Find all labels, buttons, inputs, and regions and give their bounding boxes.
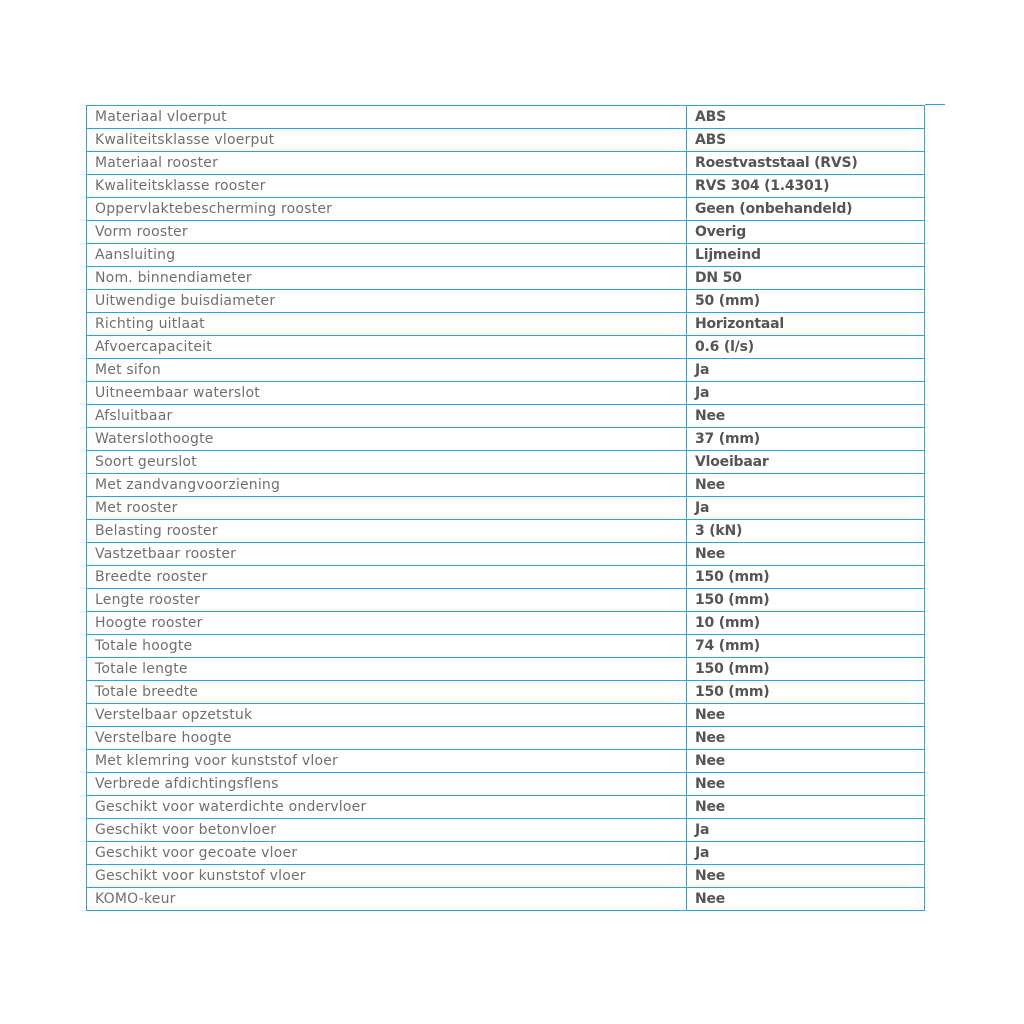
spec-label: Verstelbare hoogte	[87, 727, 687, 750]
spec-label: Kwaliteitsklasse rooster	[87, 175, 687, 198]
table-row	[87, 704, 925, 727]
table-row	[87, 497, 925, 520]
spec-label: Hoogte rooster	[87, 612, 687, 635]
spec-label: Materiaal vloerput	[87, 106, 687, 129]
spec-value: 150 (mm)	[687, 589, 925, 612]
spec-value: Nee	[687, 405, 925, 428]
table-row	[87, 382, 925, 405]
spec-value: Nee	[687, 865, 925, 888]
spec-label: Aansluiting	[87, 244, 687, 267]
spec-value: Nee	[687, 888, 925, 911]
spec-label: KOMO-keur	[87, 888, 687, 911]
table-row	[87, 244, 925, 267]
table-row	[87, 658, 925, 681]
specifications-table-body	[87, 106, 925, 911]
table-row	[87, 175, 925, 198]
table-row	[87, 129, 925, 152]
table-row	[87, 635, 925, 658]
spec-label: Nom. binnendiameter	[87, 267, 687, 290]
spec-label: Oppervlaktebescherming rooster	[87, 198, 687, 221]
spec-value: Overig	[687, 221, 925, 244]
table-row	[87, 221, 925, 244]
spec-label: Totale lengte	[87, 658, 687, 681]
spec-value: Roestvaststaal (RVS)	[687, 152, 925, 175]
spec-value: 50 (mm)	[687, 290, 925, 313]
table-row	[87, 267, 925, 290]
table-row	[87, 474, 925, 497]
spec-value: 150 (mm)	[687, 566, 925, 589]
table-row	[87, 566, 925, 589]
spec-label: Vastzetbaar rooster	[87, 543, 687, 566]
spec-value: Nee	[687, 750, 925, 773]
spec-label: Totale breedte	[87, 681, 687, 704]
spec-label: Breedte rooster	[87, 566, 687, 589]
table-row	[87, 359, 925, 382]
table-row	[87, 865, 925, 888]
spec-label: Met klemring voor kunststof vloer	[87, 750, 687, 773]
spec-label: Met rooster	[87, 497, 687, 520]
spec-label: Materiaal rooster	[87, 152, 687, 175]
spec-value: 150 (mm)	[687, 658, 925, 681]
table-row	[87, 842, 925, 865]
spec-value: 37 (mm)	[687, 428, 925, 451]
spec-value: Nee	[687, 543, 925, 566]
table-row	[87, 612, 925, 635]
table-row	[87, 589, 925, 612]
spec-value: 10 (mm)	[687, 612, 925, 635]
spec-value: Nee	[687, 773, 925, 796]
spec-label: Verstelbaar opzetstuk	[87, 704, 687, 727]
spec-label: Met sifon	[87, 359, 687, 382]
table-row	[87, 405, 925, 428]
spec-label: Uitwendige buisdiameter	[87, 290, 687, 313]
table-row	[87, 336, 925, 359]
table-top-rule	[925, 104, 945, 105]
table-row	[87, 727, 925, 750]
table-row	[87, 819, 925, 842]
spec-value: Nee	[687, 474, 925, 497]
table-row	[87, 451, 925, 474]
spec-value: ABS	[687, 106, 925, 129]
table-row	[87, 428, 925, 451]
spec-value: ABS	[687, 129, 925, 152]
spec-label: Uitneembaar waterslot	[87, 382, 687, 405]
spec-value: Lijmeind	[687, 244, 925, 267]
spec-value: Nee	[687, 704, 925, 727]
spec-label: Richting uitlaat	[87, 313, 687, 336]
spec-label: Geschikt voor gecoate vloer	[87, 842, 687, 865]
spec-value: Ja	[687, 842, 925, 865]
spec-label: Afsluitbaar	[87, 405, 687, 428]
spec-label: Belasting rooster	[87, 520, 687, 543]
table-row	[87, 681, 925, 704]
spec-value: Geen (onbehandeld)	[687, 198, 925, 221]
spec-value: Ja	[687, 359, 925, 382]
spec-value: Ja	[687, 497, 925, 520]
spec-value: Nee	[687, 727, 925, 750]
spec-label: Afvoercapaciteit	[87, 336, 687, 359]
table-row	[87, 106, 925, 129]
spec-label: Verbrede afdichtingsflens	[87, 773, 687, 796]
specifications-table	[86, 105, 925, 911]
table-row	[87, 198, 925, 221]
spec-label: Totale hoogte	[87, 635, 687, 658]
table-row	[87, 796, 925, 819]
spec-label: Lengte rooster	[87, 589, 687, 612]
spec-value: RVS 304 (1.4301)	[687, 175, 925, 198]
spec-value: DN 50	[687, 267, 925, 290]
spec-value: 150 (mm)	[687, 681, 925, 704]
table-row	[87, 888, 925, 911]
spec-label: Soort geurslot	[87, 451, 687, 474]
table-row	[87, 543, 925, 566]
table-row	[87, 773, 925, 796]
spec-label: Waterslothoogte	[87, 428, 687, 451]
table-row	[87, 313, 925, 336]
spec-value: Vloeibaar	[687, 451, 925, 474]
table-row	[87, 290, 925, 313]
spec-value: 3 (kN)	[687, 520, 925, 543]
spec-value: 0.6 (l/s)	[687, 336, 925, 359]
spec-label: Geschikt voor betonvloer	[87, 819, 687, 842]
table-row	[87, 750, 925, 773]
spec-value: Nee	[687, 796, 925, 819]
table-row	[87, 152, 925, 175]
spec-label: Met zandvangvoorziening	[87, 474, 687, 497]
spec-value: Ja	[687, 382, 925, 405]
spec-label: Vorm rooster	[87, 221, 687, 244]
spec-label: Geschikt voor waterdichte ondervloer	[87, 796, 687, 819]
table-row	[87, 520, 925, 543]
spec-label: Geschikt voor kunststof vloer	[87, 865, 687, 888]
spec-value: Horizontaal	[687, 313, 925, 336]
spec-value: 74 (mm)	[687, 635, 925, 658]
spec-label: Kwaliteitsklasse vloerput	[87, 129, 687, 152]
spec-value: Ja	[687, 819, 925, 842]
